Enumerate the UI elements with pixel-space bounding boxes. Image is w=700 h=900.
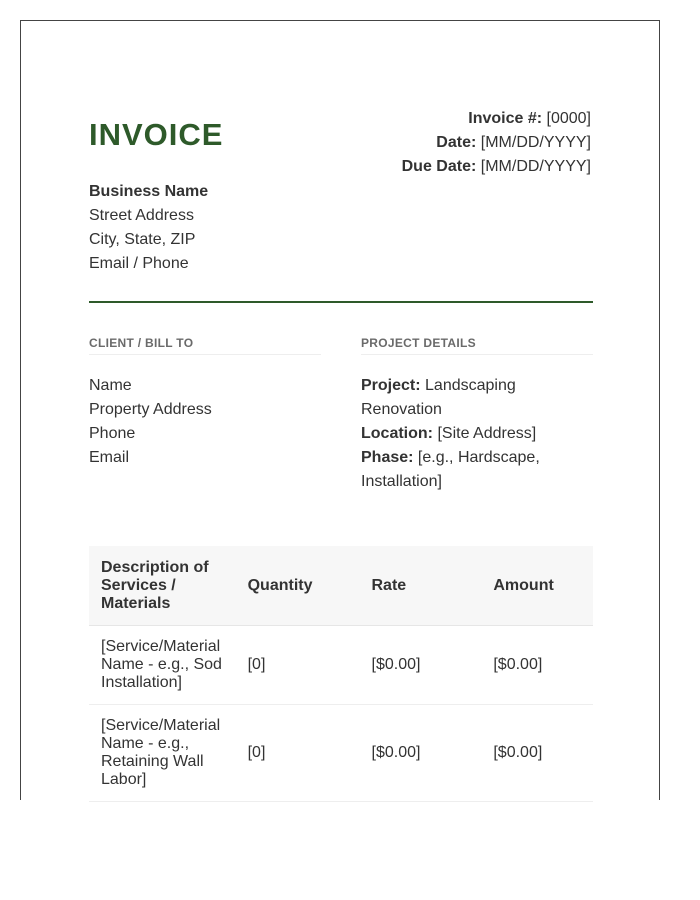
- invoice-number-value: [0000]: [546, 110, 591, 127]
- row-quantity: [0]: [236, 626, 360, 705]
- header-rate: Rate: [360, 546, 482, 626]
- client-address: Property Address: [89, 401, 212, 418]
- header-divider: [89, 301, 593, 303]
- phase-label: Phase:: [361, 449, 414, 466]
- invoice-number-line: [402, 107, 591, 131]
- location-label: Location:: [361, 425, 433, 442]
- row-rate: [$0.00]: [360, 626, 482, 705]
- location-value: [Site Address]: [437, 425, 537, 442]
- invoice-page: [20, 20, 660, 800]
- project-line: [361, 374, 593, 422]
- header-quantity: Quantity: [236, 546, 360, 626]
- project-heading: PROJECT DETAILS: [361, 336, 593, 355]
- phase-line: [361, 446, 593, 494]
- client-heading: CLIENT / BILL TO: [89, 336, 321, 355]
- due-date-label: Due Date:: [401, 158, 477, 175]
- business-name: Business Name: [89, 183, 209, 200]
- project-section: [361, 336, 593, 494]
- row-quantity: [0]: [236, 705, 360, 802]
- row-rate: [$0.00]: [360, 705, 482, 802]
- phase-value: [e.g., Hardscape, Installation]: [361, 449, 540, 490]
- client-section: [89, 336, 321, 470]
- client-email: Email: [89, 449, 130, 466]
- due-date-line: [402, 155, 591, 179]
- table-header-row: [89, 546, 593, 626]
- business-city: City, State, ZIP: [89, 231, 196, 248]
- row-amount: [$0.00]: [481, 626, 593, 705]
- invoice-date-value: [MM/DD/YYYY]: [480, 134, 591, 151]
- business-info: [89, 180, 208, 276]
- invoice-title: INVOICE: [89, 117, 224, 152]
- table-row: [89, 626, 593, 705]
- invoice-number-label: Invoice #:: [468, 110, 543, 127]
- header-description: Description of Services / Materials: [89, 546, 236, 626]
- header-amount: Amount: [481, 546, 593, 626]
- row-description: [Service/Material Name - e.g., Retaining Wall Labor]: [89, 705, 236, 802]
- line-items-table: [89, 546, 593, 802]
- project-label: Project:: [361, 377, 421, 394]
- invoice-date-label: Date:: [436, 134, 477, 151]
- business-street: Street Address: [89, 207, 194, 224]
- invoice-date-line: [402, 131, 591, 155]
- location-line: [361, 422, 593, 446]
- invoice-meta: [402, 107, 591, 179]
- table-row: [89, 705, 593, 802]
- client-name: Name: [89, 377, 132, 394]
- business-contact: Email / Phone: [89, 255, 189, 272]
- row-amount: [$0.00]: [481, 705, 593, 802]
- row-description: [Service/Material Name - e.g., Sod Installation]: [89, 626, 236, 705]
- client-phone: Phone: [89, 425, 136, 442]
- due-date-value: [MM/DD/YYYY]: [480, 158, 591, 175]
- project-value: Landscaping Renovation: [361, 377, 516, 418]
